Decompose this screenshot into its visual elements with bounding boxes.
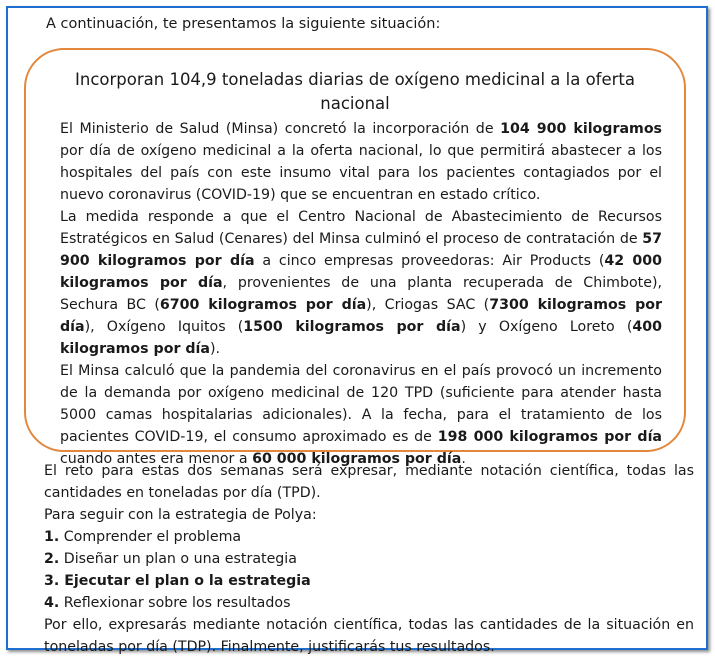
intro-text: A continuación, te presentamos la siguiente situación: xyxy=(46,16,441,32)
bold-quantity: 1500 kilogramos por día xyxy=(243,319,461,335)
step-number: 2. xyxy=(44,551,60,567)
text-run: ). xyxy=(209,341,221,357)
step-text: Ejecutar el plan o la estrategia xyxy=(59,573,311,589)
bold-quantity: 6700 kilogramos por día xyxy=(159,297,367,313)
bold-quantity: 42 000 kilogramos por día xyxy=(60,253,662,291)
closing-text: Por ello, expresarás mediante notación científica, todas las cantidades de la situación en toneladas por día (TDP). Finalmente, justificarás tus resultados. xyxy=(44,617,694,655)
bold-quantity: 400 kilogramos por día xyxy=(60,319,663,357)
step-4 xyxy=(44,592,694,614)
news-paragraph-3 xyxy=(60,360,662,470)
challenge-text: El reto para estas dos semanas será expresar, mediante notación científica, todas las cantidades en toneladas por día (TPD). xyxy=(44,463,694,501)
text-run: ), Criogas SAC ( xyxy=(366,297,490,313)
news-title: Incorporan 104,9 toneladas diarias de oxígeno medicinal a la oferta nacional xyxy=(75,70,635,113)
step-text: Comprender el problema xyxy=(59,529,242,545)
news-paragraph-2 xyxy=(60,206,662,360)
step-number: 1. xyxy=(44,529,60,545)
news-card xyxy=(24,48,686,467)
step-2 xyxy=(44,548,694,570)
step-number: 4. xyxy=(44,595,60,611)
step-number: 3. xyxy=(44,573,60,589)
step-text: Diseñar un plan o una estrategia xyxy=(59,551,297,567)
news-body xyxy=(60,118,662,470)
news-paragraph-1 xyxy=(60,118,662,206)
text-run: El Ministerio de Salud (Minsa) concretó la incorporación de xyxy=(60,121,501,137)
step-1 xyxy=(44,526,694,548)
step-text: Reflexionar sobre los resultados xyxy=(59,595,291,611)
bold-quantity: 60 000 kilogramos por día xyxy=(252,451,462,467)
text-run: ), Oxígeno Iquitos ( xyxy=(84,319,244,335)
text-run: ) y Oxígeno Loreto ( xyxy=(460,319,633,335)
bold-quantity: 7300 kilogramos por día xyxy=(60,297,663,335)
text-run: . xyxy=(461,451,466,467)
document-frame xyxy=(6,6,708,655)
step-3 xyxy=(44,570,694,592)
text-run: , provenientes de una planta recuperada de Chimbote), Sechura BC ( xyxy=(60,275,662,313)
bold-quantity: 198 000 kilogramos por día xyxy=(437,429,663,445)
text-run: El Minsa calculó que la pandemia del coronavirus en el país provocó un incremento de la demanda por oxígeno medicinal de 120 TPD (suficiente para atender hasta 5000 camas hospitalarias adicionales). A la fecha, para el tratamiento de los pacientes COVID-19, el consumo aproximado es de xyxy=(60,363,662,445)
polya-intro: Para seguir con la estrategia de Polya: xyxy=(44,507,317,523)
bold-quantity: 57 900 kilogramos por día xyxy=(60,231,662,269)
text-run: La medida responde a que el Centro Nacional de Abastecimiento de Recursos Estratégicos en Salud (Cenares) del Minsa culminó el proceso de contratación de xyxy=(60,209,662,247)
text-run: por día de oxígeno medicinal a la oferta nacional, lo que permitirá abastecer a los hospitales del país con este insumo vital para los pacientes contagiados por el nuevo coronavirus (COVID-19) que se encuentran en estado crítico. xyxy=(60,143,662,203)
bold-quantity: 104 900 kilogramos xyxy=(500,121,663,137)
instructions xyxy=(44,460,694,658)
text-run: a cinco empresas proveedoras: Air Products ( xyxy=(254,253,605,269)
text-run: cuando antes era menor a xyxy=(60,451,253,467)
